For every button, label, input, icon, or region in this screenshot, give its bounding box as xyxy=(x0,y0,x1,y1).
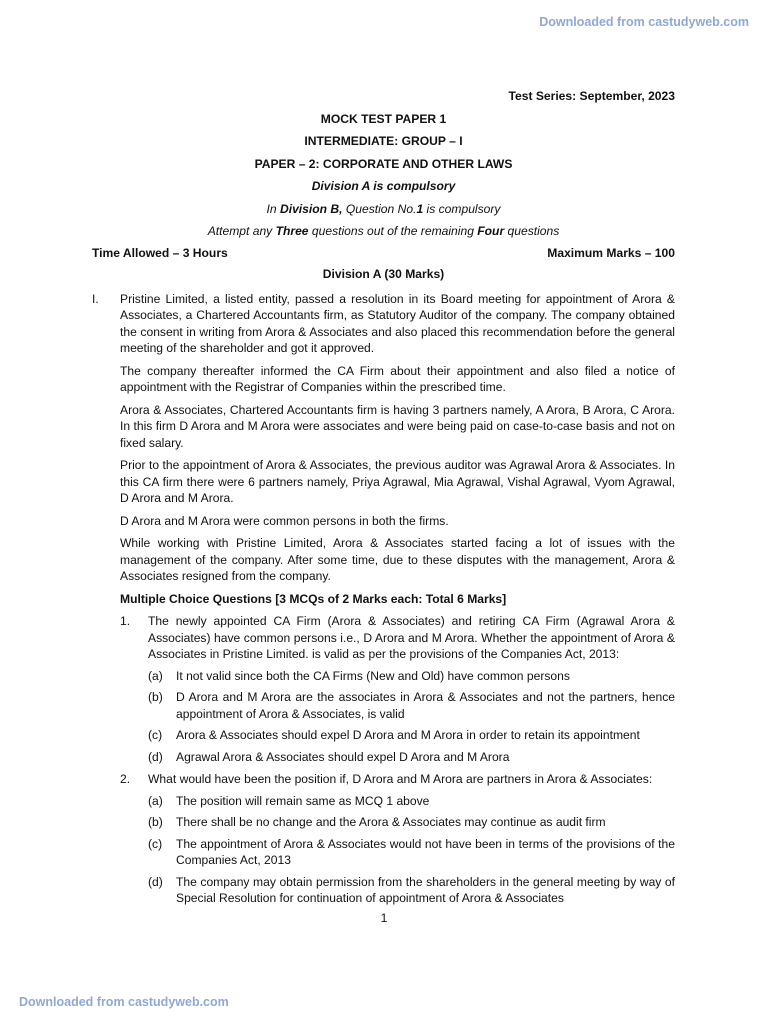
mcq-option xyxy=(148,749,675,766)
test-series: Test Series: September, 2023 xyxy=(508,89,675,103)
mcq-item xyxy=(120,771,675,907)
option-letter: (c) xyxy=(148,728,163,742)
mcq-option xyxy=(148,874,675,907)
watermark-bottom: Downloaded from castudyweb.com xyxy=(19,995,229,1009)
mcq-question-text: What would have been the position if, D Arora and M Arora are partners in Arora & Associates: xyxy=(148,772,653,786)
option-text: The appointment of Arora & Associates would not have been in terms of the provisions of the Companies Act, 2013 xyxy=(176,836,675,867)
option-letter: (b) xyxy=(148,690,163,704)
question-number: I. xyxy=(92,291,99,306)
option-text: There shall be no change and the Arora & Associates may continue as audit firm xyxy=(176,815,606,829)
mcq-option xyxy=(148,689,675,722)
division-heading: Division A (30 Marks) xyxy=(322,267,445,281)
question-paragraph: Arora & Associates, Chartered Accountants firm is having 3 partners namely, A Arora, B Arora, C Arora. In this firm D Arora and M Arora were associates and were being paid on case-to-case basis and not on fixed salary. xyxy=(120,402,675,450)
mcq-option xyxy=(148,836,675,869)
attempt-note: Attempt any Three questions out of the remaining Four questions xyxy=(207,224,560,238)
document-page xyxy=(92,88,675,913)
division-a-note: Division A is compulsory xyxy=(311,179,456,193)
mcq-option xyxy=(148,727,675,744)
mcq-option xyxy=(148,793,675,810)
question-paragraph: The company thereafter informed the CA Firm about their appointment and also filed a notice of appointment with the Registrar of Companies within the prescribed time. xyxy=(120,363,675,394)
paper-title: MOCK TEST PAPER 1 xyxy=(320,111,447,126)
option-text: Arora & Associates should expel D Arora and M Arora in order to retain its appointment xyxy=(176,728,640,742)
question-paragraph: Pristine Limited, a listed entity, passed a resolution in its Board meeting for appointment of Arora & Associates, a Chartered Accountants firm, as Statutory Auditor of the company. The company obtained the consent in writing from Arora & Associates and also placed this recommendation before the general meeting of the shareholder and got it approved. xyxy=(120,291,675,355)
time-allowed: Time Allowed – 3 Hours xyxy=(92,245,228,260)
division-b-note: In Division B, Question No.1 is compulsory xyxy=(266,201,501,216)
option-letter: (c) xyxy=(148,836,163,851)
watermark-top: Downloaded from castudyweb.com xyxy=(539,15,749,29)
question-paragraph: While working with Pristine Limited, Arora & Associates started facing a lot of issues with the management of the company. After some time, due to these disputes with the management, Arora & Associates resigned from the company. xyxy=(120,536,675,583)
option-text: The company may obtain permission from the shareholders in the general meeting by way of Special Resolution for continuation of appointment of Arora & Associates xyxy=(176,874,675,905)
question-body xyxy=(120,291,675,913)
maximum-marks: Maximum Marks – 100 xyxy=(547,245,675,260)
option-text: D Arora and M Arora are the associates in Arora & Associates and not the partners, hence appointment of Arora & Associates, is valid xyxy=(176,690,675,721)
option-letter: (a) xyxy=(148,668,163,683)
mcq-option xyxy=(148,668,675,685)
exam-meta-row xyxy=(92,245,675,262)
group-title: INTERMEDIATE: GROUP – I xyxy=(304,134,463,148)
mcq-question-text: The newly appointed CA Firm (Arora & Associates) and retiring CA Firm (Agrawal Arora & Associates) have common persons i.e., D Arora and M Arora. Whether the appointment of Arora & Associates in Pristine Limited. is valid as per the provisions of the Companies Act, 2013: xyxy=(148,614,675,661)
option-letter: (a) xyxy=(148,793,163,808)
question-block xyxy=(92,291,675,913)
option-letter: (d) xyxy=(148,874,163,889)
option-text: The position will remain same as MCQ 1 above xyxy=(176,793,430,808)
option-letter: (d) xyxy=(148,749,163,764)
mcq-number: 2. xyxy=(120,772,131,786)
page-number: 1 xyxy=(380,911,388,925)
mcq-number: 1. xyxy=(120,614,131,628)
mcq-heading: Multiple Choice Questions [3 MCQs of 2 Marks each: Total 6 Marks] xyxy=(120,591,507,606)
mcq-item xyxy=(120,613,675,765)
mcq-option xyxy=(148,814,675,831)
option-text: It not valid since both the CA Firms (New and Old) have common persons xyxy=(176,668,570,683)
option-text: Agrawal Arora & Associates should expel D Arora and M Arora xyxy=(176,749,510,764)
paper-name: PAPER – 2: CORPORATE AND OTHER LAWS xyxy=(254,156,513,171)
question-paragraph: Prior to the appointment of Arora & Associates, the previous auditor was Agrawal Arora & Associates. In this CA firm there were 6 partners namely, Priya Agrawal, Mia Agrawal, Vishal Agrawal, Vyom Agrawal, D Arora and M Arora. xyxy=(120,458,675,505)
option-letter: (b) xyxy=(148,815,163,829)
question-paragraph: D Arora and M Arora were common persons in both the firms. xyxy=(120,513,449,528)
